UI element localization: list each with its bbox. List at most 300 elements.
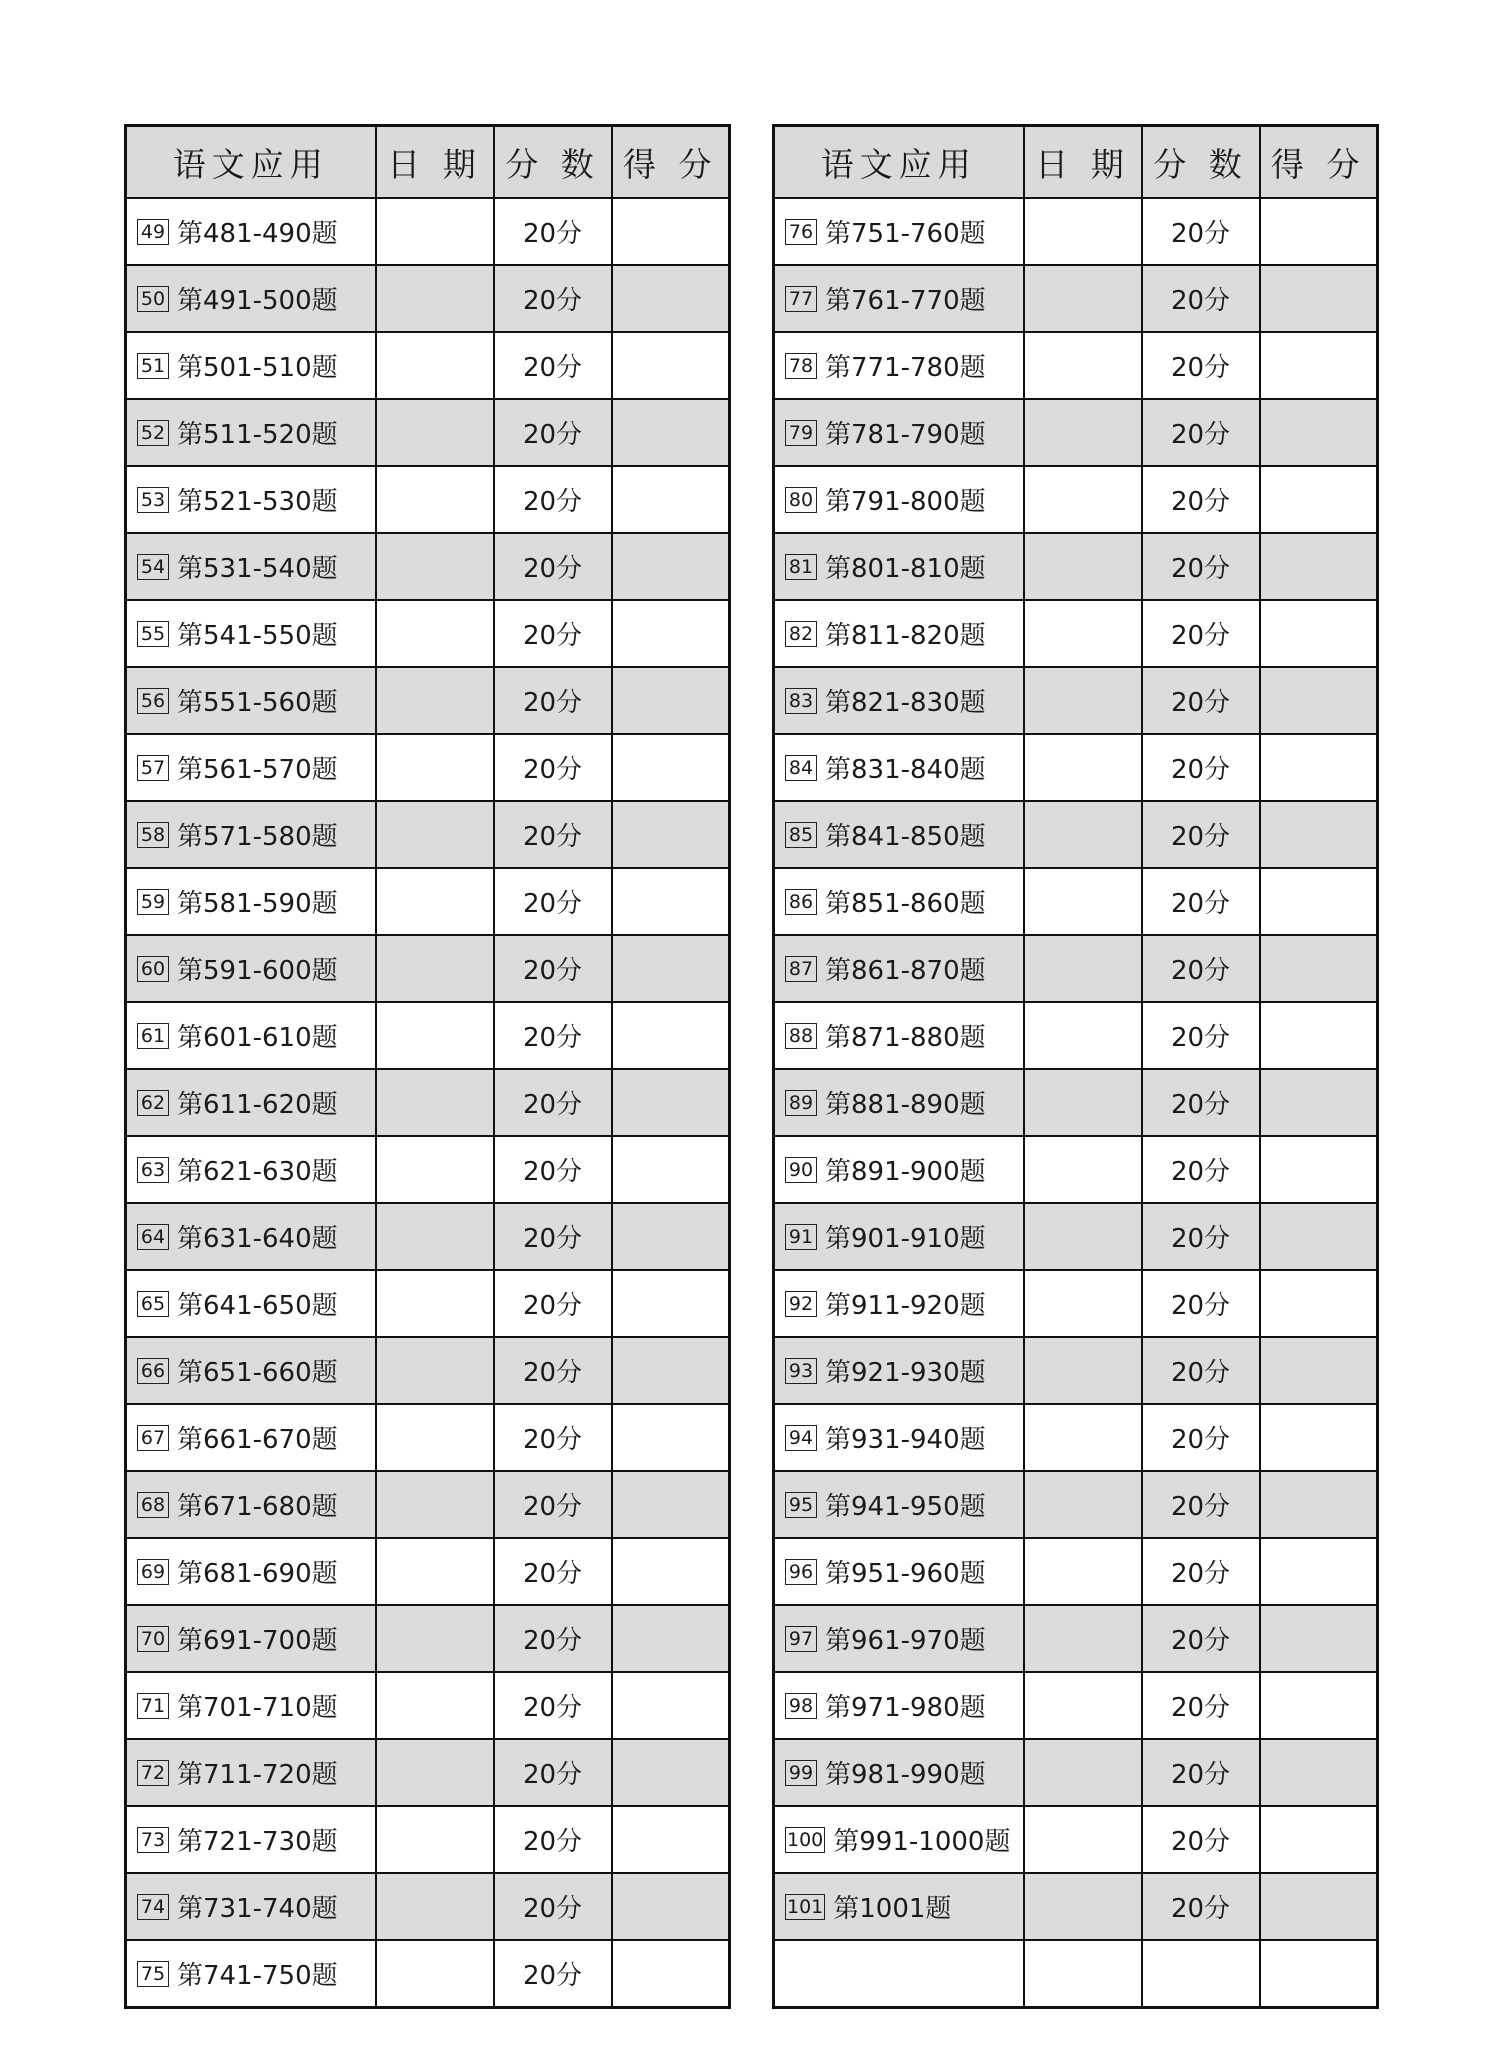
date-cell[interactable] (376, 1203, 494, 1270)
header-item: 语文应用 (126, 126, 376, 199)
table-row (774, 1538, 1378, 1605)
earned-cell[interactable] (1260, 1471, 1378, 1538)
table-row (126, 533, 730, 600)
question-range-cell (774, 1203, 1024, 1270)
score-cell (1142, 1940, 1260, 2008)
item-number-box: 74 (137, 1894, 169, 1920)
earned-cell[interactable] (612, 198, 730, 265)
date-cell[interactable] (1024, 1471, 1142, 1538)
item-number-box: 91 (785, 1224, 817, 1250)
question-range: 第641-650题 (177, 1291, 338, 1321)
earned-cell[interactable] (1260, 1404, 1378, 1471)
question-range: 第601-610题 (177, 1023, 338, 1053)
question-range-cell (126, 1136, 376, 1203)
header-score: 分 数 (494, 126, 612, 199)
score-cell: 20分 (1142, 1672, 1260, 1739)
date-cell[interactable] (1024, 399, 1142, 466)
date-cell[interactable] (376, 1672, 494, 1739)
table-row (126, 1069, 730, 1136)
earned-cell[interactable] (612, 1203, 730, 1270)
table-row (126, 466, 730, 533)
score-cell: 20分 (494, 1605, 612, 1672)
item-number-box: 60 (137, 956, 169, 982)
date-cell[interactable] (376, 332, 494, 399)
item-number-box: 75 (137, 1961, 169, 1987)
question-range-cell (774, 1069, 1024, 1136)
score-cell: 20分 (1142, 1337, 1260, 1404)
score-cell: 20分 (1142, 1471, 1260, 1538)
earned-cell[interactable] (1260, 1739, 1378, 1806)
date-cell[interactable] (1024, 734, 1142, 801)
question-range-cell (126, 1873, 376, 1940)
item-number-box: 76 (785, 219, 817, 245)
earned-cell[interactable] (1260, 198, 1378, 265)
question-range: 第491-500题 (177, 286, 338, 316)
table-row (126, 1136, 730, 1203)
question-range-cell (126, 801, 376, 868)
date-cell[interactable] (376, 801, 494, 868)
header-row (126, 126, 730, 199)
question-range-cell (126, 600, 376, 667)
item-number-box: 92 (785, 1291, 817, 1317)
score-table-right (772, 124, 1379, 2009)
date-cell[interactable] (1024, 600, 1142, 667)
earned-cell[interactable] (1260, 1337, 1378, 1404)
question-range: 第781-790题 (825, 420, 986, 450)
earned-cell[interactable] (1260, 1270, 1378, 1337)
earned-cell[interactable] (612, 265, 730, 332)
question-range-cell (774, 1672, 1024, 1739)
earned-cell[interactable] (1260, 1806, 1378, 1873)
question-range-cell (126, 533, 376, 600)
item-number-box: 58 (137, 822, 169, 848)
header-score: 分 数 (1142, 126, 1260, 199)
score-cell: 20分 (1142, 1069, 1260, 1136)
question-range-cell (774, 1538, 1024, 1605)
question-range: 第681-690题 (177, 1559, 338, 1589)
earned-cell[interactable] (1260, 265, 1378, 332)
table-row (774, 265, 1378, 332)
table-row (774, 1940, 1378, 2008)
date-cell[interactable] (376, 1002, 494, 1069)
item-number-box: 90 (785, 1157, 817, 1183)
item-number-box: 82 (785, 621, 817, 647)
question-range: 第671-680题 (177, 1492, 338, 1522)
question-range-cell (126, 1538, 376, 1605)
item-number-box: 49 (137, 219, 169, 245)
date-cell[interactable] (1024, 1538, 1142, 1605)
earned-cell[interactable] (1260, 667, 1378, 734)
table-row (774, 533, 1378, 600)
earned-cell[interactable] (612, 1337, 730, 1404)
earned-cell[interactable] (612, 1605, 730, 1672)
question-range-cell (126, 1270, 376, 1337)
question-range: 第551-560题 (177, 688, 338, 718)
date-cell[interactable] (376, 1873, 494, 1940)
item-number-box: 85 (785, 822, 817, 848)
earned-cell[interactable] (1260, 399, 1378, 466)
item-number-box: 63 (137, 1157, 169, 1183)
item-number-box: 81 (785, 554, 817, 580)
score-cell: 20分 (494, 1940, 612, 2008)
score-cell: 20分 (494, 1471, 612, 1538)
date-cell[interactable] (376, 1739, 494, 1806)
table-row (126, 332, 730, 399)
item-number-box: 94 (785, 1425, 817, 1451)
score-cell: 20分 (1142, 734, 1260, 801)
item-number-box: 77 (785, 286, 817, 312)
score-cell: 20分 (494, 1270, 612, 1337)
table-row (126, 1471, 730, 1538)
date-cell[interactable] (1024, 1806, 1142, 1873)
date-cell[interactable] (1024, 1672, 1142, 1739)
item-number-box: 89 (785, 1090, 817, 1116)
date-cell[interactable] (376, 1538, 494, 1605)
question-range-cell (126, 1337, 376, 1404)
earned-cell[interactable] (1260, 935, 1378, 1002)
table-row (126, 265, 730, 332)
earned-cell[interactable] (1260, 1605, 1378, 1672)
earned-cell[interactable] (612, 1806, 730, 1873)
score-cell: 20分 (494, 1404, 612, 1471)
table-row (126, 868, 730, 935)
table-row (126, 1739, 730, 1806)
question-range: 第811-820题 (825, 621, 986, 651)
question-range: 第911-920题 (825, 1291, 986, 1321)
table-body-right (774, 198, 1378, 2008)
date-cell[interactable] (376, 1471, 494, 1538)
item-number-box: 53 (137, 487, 169, 513)
date-cell[interactable] (1024, 198, 1142, 265)
question-range-cell (774, 1873, 1024, 1940)
earned-cell[interactable] (612, 1002, 730, 1069)
item-number-box: 80 (785, 487, 817, 513)
earned-cell[interactable] (612, 1270, 730, 1337)
question-range-cell (774, 734, 1024, 801)
date-cell[interactable] (1024, 533, 1142, 600)
question-range: 第931-940题 (825, 1425, 986, 1455)
table-row (126, 1672, 730, 1739)
date-cell[interactable] (1024, 1739, 1142, 1806)
date-cell[interactable] (1024, 667, 1142, 734)
question-range: 第711-720题 (177, 1760, 338, 1790)
earned-cell[interactable] (612, 1873, 730, 1940)
earned-cell[interactable] (612, 1672, 730, 1739)
earned-cell[interactable] (1260, 1873, 1378, 1940)
earned-cell[interactable] (1260, 466, 1378, 533)
score-cell: 20分 (1142, 1538, 1260, 1605)
earned-cell[interactable] (612, 332, 730, 399)
question-range-cell (774, 198, 1024, 265)
earned-cell[interactable] (612, 533, 730, 600)
score-cell: 20分 (494, 466, 612, 533)
earned-cell[interactable] (612, 1538, 730, 1605)
earned-cell[interactable] (612, 399, 730, 466)
question-range-cell (126, 1605, 376, 1672)
date-cell[interactable] (376, 198, 494, 265)
earned-cell[interactable] (1260, 1203, 1378, 1270)
table-row (774, 801, 1378, 868)
date-cell[interactable] (1024, 1136, 1142, 1203)
table-row (774, 198, 1378, 265)
earned-cell[interactable] (1260, 1069, 1378, 1136)
date-cell[interactable] (1024, 868, 1142, 935)
score-cell: 20分 (1142, 533, 1260, 600)
table-row (774, 1337, 1378, 1404)
question-range-cell (126, 1471, 376, 1538)
table-body-left (126, 198, 730, 2008)
earned-cell[interactable] (612, 868, 730, 935)
question-range-cell (774, 1739, 1024, 1806)
question-range-cell (774, 399, 1024, 466)
question-range-cell (126, 399, 376, 466)
question-range: 第521-530题 (177, 487, 338, 517)
date-cell[interactable] (376, 734, 494, 801)
date-cell[interactable] (376, 1069, 494, 1136)
earned-cell[interactable] (612, 1404, 730, 1471)
score-cell: 20分 (1142, 1739, 1260, 1806)
header-date: 日 期 (1024, 126, 1142, 199)
earned-cell[interactable] (1260, 868, 1378, 935)
item-number-box: 97 (785, 1626, 817, 1652)
score-cell: 20分 (1142, 265, 1260, 332)
earned-cell[interactable] (612, 600, 730, 667)
item-number-box: 72 (137, 1760, 169, 1786)
question-range: 第661-670题 (177, 1425, 338, 1455)
question-range: 第651-660题 (177, 1358, 338, 1388)
header-date: 日 期 (376, 126, 494, 199)
table-row (774, 667, 1378, 734)
score-cell: 20分 (494, 533, 612, 600)
date-cell[interactable] (1024, 1337, 1142, 1404)
question-range: 第951-960题 (825, 1559, 986, 1589)
question-range-cell (126, 1672, 376, 1739)
earned-cell[interactable] (612, 1739, 730, 1806)
score-cell: 20分 (1142, 1270, 1260, 1337)
question-range-cell (126, 265, 376, 332)
earned-cell[interactable] (612, 801, 730, 868)
question-range: 第501-510题 (177, 353, 338, 383)
score-cell: 20分 (1142, 332, 1260, 399)
header-earned: 得 分 (612, 126, 730, 199)
header-row (774, 126, 1378, 199)
item-number-box: 83 (785, 688, 817, 714)
question-range-cell (774, 600, 1024, 667)
date-cell[interactable] (376, 1806, 494, 1873)
question-range-cell (774, 1136, 1024, 1203)
score-cell: 20分 (1142, 935, 1260, 1002)
table-row (774, 1471, 1378, 1538)
date-cell[interactable] (376, 1940, 494, 2008)
earned-cell[interactable] (1260, 734, 1378, 801)
score-cell: 20分 (1142, 1002, 1260, 1069)
date-cell[interactable] (376, 466, 494, 533)
date-cell[interactable] (376, 265, 494, 332)
date-cell[interactable] (376, 1404, 494, 1471)
item-number-box: 79 (785, 420, 817, 446)
item-number-box: 93 (785, 1358, 817, 1384)
earned-cell[interactable] (1260, 533, 1378, 600)
question-range-cell (126, 667, 376, 734)
date-cell[interactable] (1024, 1002, 1142, 1069)
earned-cell[interactable] (1260, 600, 1378, 667)
earned-cell[interactable] (612, 1136, 730, 1203)
score-cell: 20分 (494, 399, 612, 466)
earned-cell[interactable] (612, 734, 730, 801)
score-cell: 20分 (494, 600, 612, 667)
question-range: 第921-930题 (825, 1358, 986, 1388)
table-row (774, 1873, 1378, 1940)
earned-cell[interactable] (1260, 332, 1378, 399)
question-range-cell (774, 1270, 1024, 1337)
question-range: 第581-590题 (177, 889, 338, 919)
table-row (126, 1337, 730, 1404)
table-row (126, 1203, 730, 1270)
question-range-cell (126, 1404, 376, 1471)
date-cell[interactable] (1024, 1069, 1142, 1136)
table-row (126, 1538, 730, 1605)
date-cell[interactable] (376, 533, 494, 600)
date-cell[interactable] (376, 399, 494, 466)
earned-cell[interactable] (612, 1471, 730, 1538)
date-cell[interactable] (1024, 1270, 1142, 1337)
item-number-box: 68 (137, 1492, 169, 1518)
score-cell: 20分 (494, 1203, 612, 1270)
date-cell[interactable] (1024, 935, 1142, 1002)
question-range: 第871-880题 (825, 1023, 986, 1053)
date-cell[interactable] (1024, 801, 1142, 868)
date-cell[interactable] (376, 1136, 494, 1203)
item-number-box: 70 (137, 1626, 169, 1652)
item-number-box: 101 (787, 1895, 824, 1918)
table-row (774, 466, 1378, 533)
earned-cell[interactable] (612, 667, 730, 734)
question-range: 第981-990题 (825, 1760, 986, 1790)
table-row (126, 600, 730, 667)
date-cell[interactable] (376, 1337, 494, 1404)
date-cell[interactable] (376, 1605, 494, 1672)
date-cell[interactable] (1024, 332, 1142, 399)
table-row (774, 1739, 1378, 1806)
question-range-cell (774, 332, 1024, 399)
date-cell[interactable] (376, 1270, 494, 1337)
table-row (126, 399, 730, 466)
date-cell[interactable] (1024, 1404, 1142, 1471)
question-range: 第861-870题 (825, 956, 986, 986)
table-row (126, 1873, 730, 1940)
earned-cell[interactable] (612, 466, 730, 533)
question-range-cell (774, 1605, 1024, 1672)
earned-cell[interactable] (612, 1069, 730, 1136)
question-range: 第941-950题 (825, 1492, 986, 1522)
item-number-box: 57 (137, 755, 169, 781)
earned-cell[interactable] (1260, 801, 1378, 868)
question-range: 第721-730题 (177, 1827, 338, 1857)
question-range: 第511-520题 (177, 420, 338, 450)
item-number-box: 67 (137, 1425, 169, 1451)
item-number-box: 54 (137, 554, 169, 580)
date-cell[interactable] (1024, 1873, 1142, 1940)
score-cell: 20分 (1142, 1873, 1260, 1940)
date-cell[interactable] (376, 868, 494, 935)
item-number-box: 65 (137, 1291, 169, 1317)
table-row (126, 667, 730, 734)
question-range: 第971-980题 (825, 1693, 986, 1723)
table-row (126, 935, 730, 1002)
question-range-cell (774, 1940, 1024, 2008)
date-cell[interactable] (376, 667, 494, 734)
score-cell: 20分 (1142, 868, 1260, 935)
table-row (126, 1806, 730, 1873)
score-cell: 20分 (1142, 1806, 1260, 1873)
date-cell[interactable] (1024, 1940, 1142, 2008)
item-number-box: 71 (137, 1693, 169, 1719)
score-cell: 20分 (1142, 1605, 1260, 1672)
date-cell[interactable] (1024, 1605, 1142, 1672)
question-range: 第561-570题 (177, 755, 338, 785)
question-range-cell (126, 935, 376, 1002)
score-cell: 20分 (1142, 801, 1260, 868)
earned-cell[interactable] (1260, 1136, 1378, 1203)
table-row (126, 801, 730, 868)
question-range-cell (774, 1404, 1024, 1471)
item-number-box: 95 (785, 1492, 817, 1518)
table-row (774, 1806, 1378, 1873)
earned-cell[interactable] (1260, 1672, 1378, 1739)
score-cell: 20分 (494, 1873, 612, 1940)
date-cell[interactable] (1024, 265, 1142, 332)
question-range-cell (126, 198, 376, 265)
date-cell[interactable] (1024, 1203, 1142, 1270)
earned-cell[interactable] (612, 1940, 730, 2008)
question-range: 第541-550题 (177, 621, 338, 651)
score-cell: 20分 (494, 667, 612, 734)
earned-cell[interactable] (1260, 1538, 1378, 1605)
question-range: 第901-910题 (825, 1224, 986, 1254)
earned-cell[interactable] (612, 935, 730, 1002)
date-cell[interactable] (376, 600, 494, 667)
score-cell: 20分 (494, 1538, 612, 1605)
table-row (774, 868, 1378, 935)
item-number-box: 59 (137, 889, 169, 915)
table-row (126, 1940, 730, 2008)
question-range-cell (774, 533, 1024, 600)
score-cell: 20分 (494, 801, 612, 868)
item-number-box: 56 (137, 688, 169, 714)
date-cell[interactable] (376, 935, 494, 1002)
date-cell[interactable] (1024, 466, 1142, 533)
question-range: 第701-710题 (177, 1693, 338, 1723)
question-range-cell (774, 935, 1024, 1002)
question-range: 第991-1000题 (833, 1827, 1011, 1857)
question-range-cell (126, 1002, 376, 1069)
earned-cell[interactable] (1260, 1002, 1378, 1069)
item-number-box: 87 (785, 956, 817, 982)
item-number-box: 64 (137, 1224, 169, 1250)
question-range: 第731-740题 (177, 1894, 338, 1924)
question-range-cell (126, 868, 376, 935)
item-number-box: 69 (137, 1559, 169, 1585)
question-range: 第841-850题 (825, 822, 986, 852)
item-number-box: 51 (137, 353, 169, 379)
table-row (774, 734, 1378, 801)
item-number-box: 100 (787, 1828, 824, 1851)
table-row (126, 1270, 730, 1337)
item-number-box: 61 (137, 1023, 169, 1049)
item-number-box: 73 (137, 1827, 169, 1853)
earned-cell[interactable] (1260, 1940, 1378, 2008)
item-number-box: 88 (785, 1023, 817, 1049)
